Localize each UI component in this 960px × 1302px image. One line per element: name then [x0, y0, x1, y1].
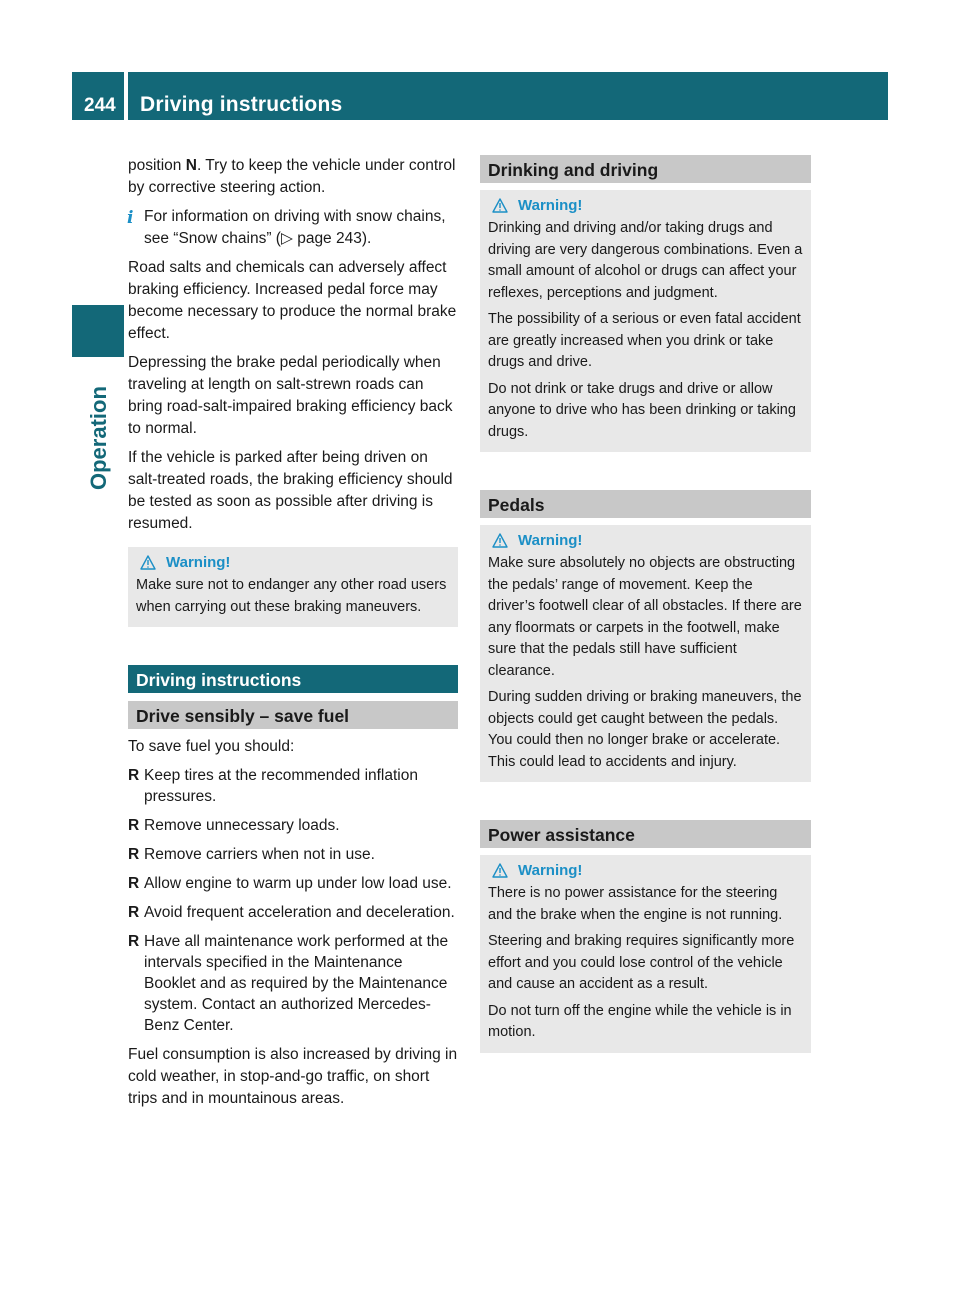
- warning-triangle-icon: [492, 863, 508, 878]
- gear-position: N: [185, 157, 197, 174]
- section-tab: [72, 305, 124, 357]
- warning-text: There is no power assistance for the steering and the brake when the engine is not running.: [488, 885, 783, 923]
- save-fuel-intro: To save fuel you should:: [128, 738, 295, 755]
- warning-label: Warning!: [518, 862, 583, 879]
- warning-triangle-icon: [492, 533, 508, 548]
- warning-text: During sudden driving or braking maneuvers, the objects could get caught between the pedals. You could then no longer brake or accelerate. This could lead to accidents and injury.: [488, 689, 802, 770]
- header-bar: [128, 72, 888, 120]
- warning-text: Do not turn off the engine while the vehicle is in motion.: [488, 1002, 792, 1040]
- warning-text: Make sure not to endanger any other road users when carrying out these braking maneuvers.: [136, 577, 447, 615]
- paragraph-parked: If the vehicle is parked after being driven on salt-treated roads, the braking efficiency should be tested as soon as possible after driving is resumed.: [128, 449, 453, 532]
- list-item: R Remove unnecessary loads.: [128, 817, 340, 834]
- warning-header: [492, 532, 803, 549]
- save-fuel-list: [128, 765, 458, 1036]
- warning-text: Drinking and driving and/or taking drugs and driving are very dangerous combinations. Even a small amount of alcohol or drugs can affect your reflexes, perceptions and judgment.: [488, 220, 803, 301]
- section-heading-driving-instructions: Driving instructions: [128, 665, 458, 693]
- info-note: [128, 206, 458, 250]
- warning-box-braking: [128, 547, 458, 627]
- section-heading-pedals: Pedals: [480, 490, 811, 518]
- warning-text: Steering and braking requires significantly more effort and you could lose control of the vehicle and cause an accident as a result.: [488, 933, 795, 992]
- info-icon: i: [127, 208, 134, 228]
- list-item: R Remove carriers when not in use.: [128, 846, 375, 863]
- page-number: 244: [84, 95, 116, 116]
- right-column: [480, 155, 811, 1053]
- page-number-block: [72, 72, 124, 120]
- warning-text: Do not drink or take drugs and drive or allow anyone to drive who has been drinking or taking drugs.: [488, 380, 796, 440]
- paragraph-brake-pedal: Depressing the brake pedal periodically when traveling at length on salt-strewn roads can bring road-salt-impaired braking efficiency back to normal.: [128, 354, 453, 437]
- warning-header: [140, 554, 450, 571]
- warning-box-drinking: [480, 190, 811, 452]
- warning-header: [492, 862, 803, 879]
- warning-triangle-icon: [492, 198, 508, 213]
- paragraph-fuel-consumption: Fuel consumption is also increased by driving in cold weather, in stop-and-go traffic, on short trips and in mountainous areas.: [128, 1046, 458, 1107]
- subsection-heading-save-fuel: Drive sensibly – save fuel: [128, 701, 458, 729]
- warning-label: Warning!: [518, 197, 583, 214]
- warning-triangle-icon: [140, 555, 156, 570]
- warning-box-power: [480, 855, 811, 1053]
- info-text: For information on driving with snow chains, see “Snow chains” (▷ page 243).: [144, 208, 446, 247]
- list-item: R Allow engine to warm up under low load use.: [128, 875, 452, 892]
- warning-box-pedals: [480, 525, 811, 782]
- paragraph-road-salts: Road salts and chemicals can adversely affect braking efficiency. Increased pedal force may become necessary to produce the normal brake effect.: [128, 259, 457, 342]
- page-title: Driving instructions: [140, 93, 343, 116]
- warning-label: Warning!: [166, 554, 231, 571]
- warning-label: Warning!: [518, 532, 583, 549]
- paragraph-neutral: position N. Try to keep the vehicle under control by corrective steering action.: [128, 157, 456, 196]
- warning-text: Make sure absolutely no objects are obstructing the pedals’ range of movement. Keep the driver’s footwell clear of all obstacles. If there are any floormats or carpets in the footwell, make sure that the pedals still have sufficient clearance.: [488, 555, 802, 679]
- warning-header: [492, 197, 803, 214]
- list-item: R Avoid frequent acceleration and deceleration.: [128, 904, 455, 921]
- section-heading-drinking: Drinking and driving: [480, 155, 811, 183]
- section-label: Operation: [86, 386, 111, 490]
- warning-text: The possibility of a serious or even fatal accident are greatly increased when you drink or take drugs and drive.: [488, 311, 801, 370]
- list-item: R Keep tires at the recommended inflation pressures.: [128, 767, 418, 805]
- list-item: R Have all maintenance work performed at the intervals specified in the Maintenance Booklet and as required by the Maintenance system. Contact an authorized Mercedes-Benz Center.: [128, 933, 449, 1034]
- left-column: [128, 155, 458, 1117]
- section-heading-power-assistance: Power assistance: [480, 820, 811, 848]
